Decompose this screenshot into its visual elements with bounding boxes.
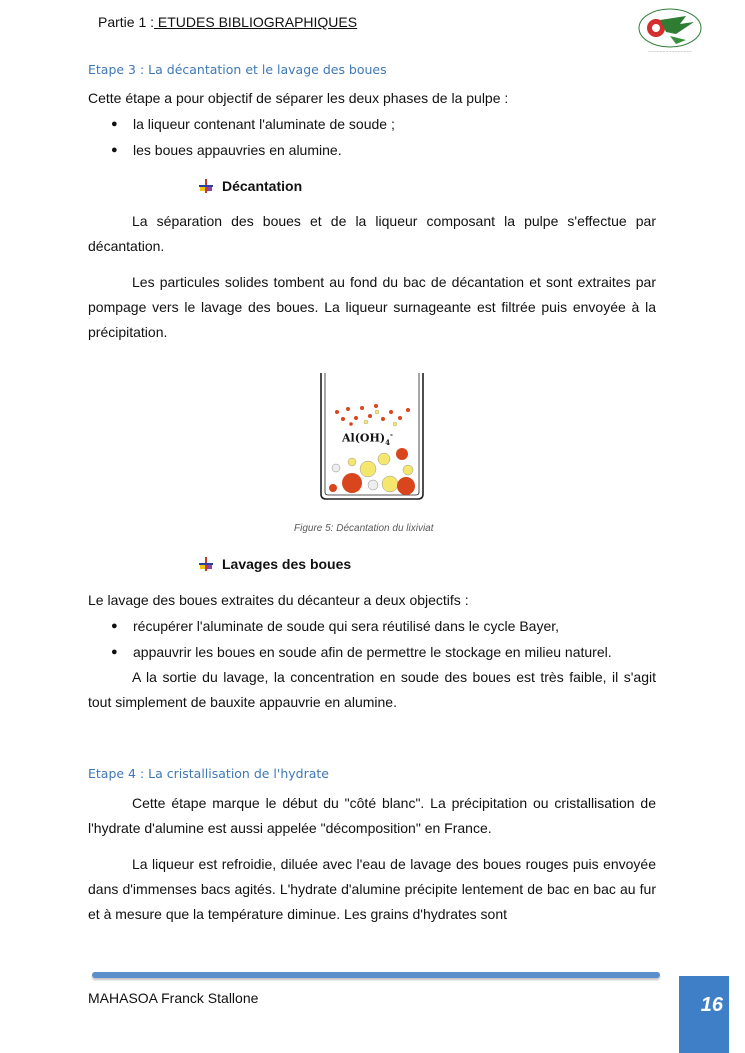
step3-heading: Etape 3 : La décantation et le lavage des boues (88, 62, 387, 77)
step4-heading: Etape 4 : La cristallisation de l'hydrate (88, 766, 329, 781)
step4-paragraph-1: Cette étape marque le début du "côté blanc". La précipitation ou cristallisation de l'hydrate d'alumine est aussi appelée "décomposition" en France. (88, 795, 656, 836)
formula-superscript: - (389, 430, 393, 439)
formula-subscript: 4 (385, 437, 390, 447)
washing-intro: Le lavage des boues extraites du décanteur a deux objectifs : (88, 592, 469, 608)
list-item: ● les boues appauvries en alumine. (111, 142, 342, 158)
svg-text:~~~~~~~~~~~~~~~: ~~~~~~~~~~~~~~~ (648, 50, 692, 54)
formula-label (342, 430, 393, 447)
header-part-title: ETUDES BIBLIOGRAPHIQUES (154, 14, 358, 30)
footer-author: MAHASOA Franck Stallone (88, 990, 259, 1006)
step3-intro: Cette étape a pour objectif de séparer les deux phases de la pulpe : (88, 90, 509, 106)
heading-bullet-icon (199, 557, 213, 571)
washing-bullet-list (88, 613, 658, 665)
list-item-text: récupérer l'aluminate de soude qui sera réutilisé dans le cycle Bayer, (133, 618, 560, 634)
step4-paragraph-2: La liqueur est refroidie, diluée avec l'eau de lavage des boues rouges puis envoyée dans d'immenses bacs agités. L'hydrate d'alumine précipite lentement de bac en bac au fur et à mesure que la température diminue. Les grains d'hydrates sont (88, 856, 656, 922)
logo-emblem (636, 6, 704, 56)
list-item: ● appauvrir les boues en soude afin de permettre le stockage en milieu naturel. (111, 644, 612, 660)
list-item: ● la liqueur contenant l'aluminate de soude ; (111, 116, 395, 132)
heading-bullet-icon (199, 179, 213, 193)
header-part-prefix: Partie 1 : (98, 14, 155, 30)
washing-heading-text: Lavages des boues (222, 556, 352, 572)
page-header-title (98, 14, 357, 30)
washing-heading (199, 556, 351, 572)
decantation-heading (199, 178, 302, 194)
formula-base: Al(OH) (342, 431, 386, 445)
decantation-paragraph-1: La séparation des boues et de la liqueur composant la pulpe s'effectue par décantation. (88, 213, 656, 254)
page-number: 16 (700, 994, 723, 1016)
decantation-paragraph-2: Les particules solides tombent au fond du bac de décantation et sont extraites par pompage vers le lavage des boues. La liqueur surnageante est filtrée puis envoyée à la précipitation. (88, 274, 656, 340)
figure-caption: Figure 5: Décantation du lixiviat (294, 523, 434, 534)
list-item-text: la liqueur contenant l'aluminate de soude ; (133, 116, 395, 132)
washing-paragraph: A la sortie du lavage, la concentration en soude des boues est très faible, il s'agit tout simplement de bauxite appauvrie en alumine. (88, 669, 656, 710)
page-number-badge (679, 976, 729, 1053)
list-item: ● récupérer l'aluminate de soude qui sera réutilisé dans le cycle Bayer, (111, 618, 560, 634)
decantation-heading-text: Décantation (222, 178, 303, 194)
list-item-text: les boues appauvries en alumine. (133, 142, 342, 158)
settling-tank-figure (318, 372, 426, 502)
step3-bullet-list (88, 111, 658, 163)
footer-divider (92, 972, 660, 978)
list-item-text: appauvrir les boues en soude afin de permettre le stockage en milieu naturel. (133, 644, 612, 660)
